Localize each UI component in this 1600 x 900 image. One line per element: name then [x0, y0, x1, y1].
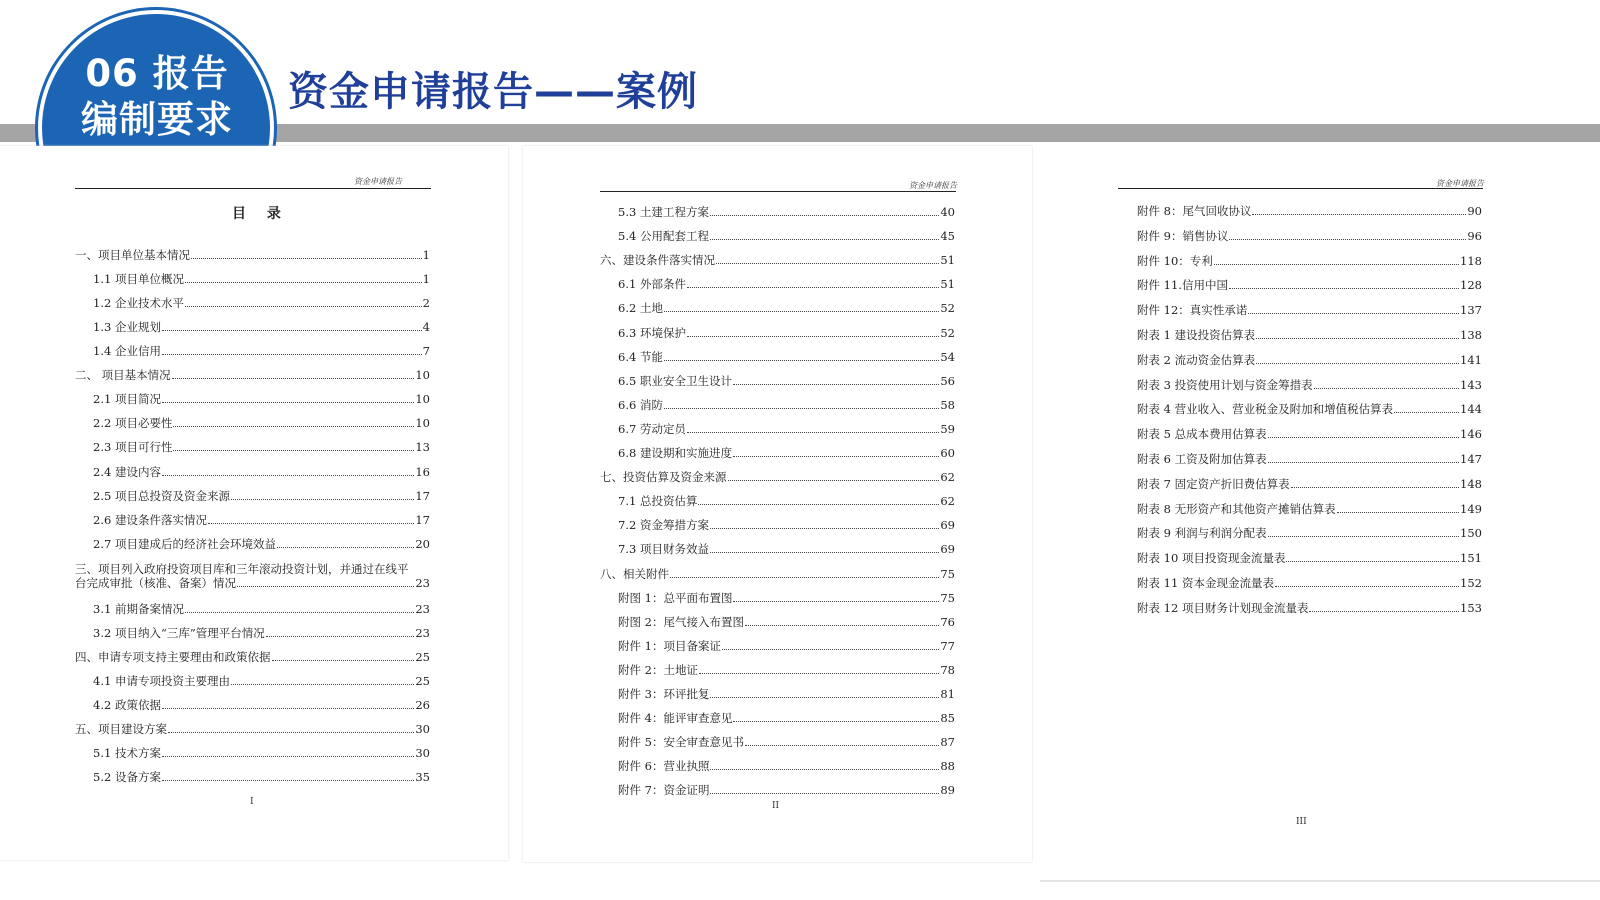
toc-entry[interactable] [93, 489, 430, 503]
toc-entry-label: 5.4 公用配套工程 [618, 229, 709, 244]
toc-entry-label: 七、投资估算及资金来源 [600, 470, 727, 485]
toc-entry-page: 75 [940, 566, 955, 581]
toc-entry-page: 85 [940, 711, 955, 726]
toc-entry[interactable] [600, 567, 955, 581]
leader-dots [687, 287, 939, 288]
toc-entry-label: 附件 4：能评审查意见 [618, 711, 733, 726]
toc-entry-label: 1.1 项目单位概况 [93, 272, 184, 286]
toc-entry-label: 附件 8：尾气回收协议 [1137, 204, 1252, 218]
toc-entry-label: 附件 5：安全审查意见书 [618, 735, 744, 750]
toc-entry-page: 23 [415, 602, 430, 616]
leader-dots [277, 547, 414, 548]
toc-title: 目 录 [232, 206, 289, 222]
toc-entry-label: 附表 4 营业收入、营业税金及附加和增值税估算表 [1137, 402, 1394, 417]
leader-dots [1268, 462, 1459, 463]
leader-dots [266, 636, 415, 637]
toc-entry[interactable] [1137, 378, 1482, 392]
toc-entry-page: 13 [415, 440, 430, 454]
toc-entry-page: 45 [940, 229, 955, 244]
toc-entry-label: 附件 6：营业执照 [618, 759, 710, 774]
toc-entry[interactable] [1137, 204, 1482, 218]
toc-entry-label: 7.3 项目财务效益 [618, 542, 709, 557]
toc-entry[interactable] [75, 722, 430, 736]
toc-entry[interactable] [93, 626, 430, 640]
leader-dots [710, 215, 939, 216]
toc-entry[interactable] [93, 770, 430, 784]
leader-dots [1268, 536, 1459, 537]
toc-entry-page: 76 [940, 614, 955, 629]
toc-entry-label: 2.6 建设条件落实情况 [93, 513, 207, 527]
toc-entry-page: 7 [422, 344, 430, 358]
toc-entry-page: 56 [940, 373, 955, 388]
toc-entry-label: 6.5 职业安全卫生设计 [618, 373, 732, 388]
leader-dots [1268, 437, 1459, 438]
page-header: 资金申请报告 [1436, 179, 1484, 188]
toc-entry-label: 附表 9 利润与利润分配表 [1137, 526, 1267, 541]
toc-entry-label: 附件 2：土地证 [618, 662, 698, 677]
leader-dots [168, 732, 414, 733]
leader-dots [1291, 487, 1459, 488]
toc-entry-page: 17 [415, 489, 430, 503]
toc-entry-label: 附表 10 项目投资现金流量表 [1137, 551, 1286, 566]
page-header: 资金申请报告 [909, 181, 957, 190]
leader-dots [1229, 239, 1466, 240]
toc-entry-page: 149 [1460, 501, 1482, 516]
toc-entry[interactable] [618, 229, 955, 243]
leader-dots [664, 311, 939, 312]
toc-entry-label: 6.7 劳动定员 [618, 421, 686, 436]
toc-entry-label: 6.4 节能 [618, 349, 663, 364]
toc-entry-label: 附表 8 无形资产和其他资产摊销估算表 [1137, 501, 1336, 516]
toc-entry-page: 1 [422, 248, 430, 262]
leader-dots [722, 649, 939, 650]
leader-dots [670, 577, 939, 578]
toc-entry[interactable] [93, 344, 430, 358]
toc-entry-page: 10 [415, 368, 430, 382]
toc-entry-page: 146 [1460, 427, 1482, 442]
leader-dots [710, 528, 939, 529]
toc-entry[interactable] [618, 735, 955, 749]
toc-entry-label: 6.8 建设期和实施进度 [618, 446, 732, 460]
toc-entry[interactable] [93, 602, 430, 616]
toc-entry-label-line2: 台完成审批（核准、备案）情况 [75, 576, 236, 590]
toc-entry-page: 10 [415, 416, 430, 430]
toc-entry-page: 141 [1460, 352, 1482, 367]
toc-entry[interactable] [93, 698, 430, 712]
toc-entry-page: 147 [1460, 452, 1482, 466]
toc-entry-multiline[interactable] [75, 562, 430, 590]
toc-entry-page: 52 [940, 325, 955, 340]
toc-page-3 [1040, 143, 1600, 880]
toc-entry[interactable] [93, 513, 430, 527]
toc-entry-page: 88 [940, 759, 955, 774]
toc-entry-label: 附件 7：资金证明 [618, 783, 710, 798]
toc-entry-page: 75 [940, 590, 955, 605]
toc-entry-page: 52 [940, 301, 955, 316]
leader-dots [185, 306, 422, 307]
toc-entry-label: 附表 6 工资及附加估算表 [1137, 452, 1267, 466]
toc-entry-page: 51 [940, 277, 955, 292]
toc-entry[interactable] [75, 368, 430, 382]
leader-dots [710, 769, 939, 770]
toc-entry-page: 153 [1460, 600, 1482, 615]
leader-dots [728, 480, 940, 481]
toc-entry-page: 62 [940, 494, 955, 509]
leader-dots [699, 673, 939, 674]
toc-entry[interactable] [75, 248, 430, 262]
toc-entry[interactable] [618, 494, 955, 508]
toc-entry-page: 25 [415, 674, 430, 688]
page-footer-number: III [1296, 817, 1307, 827]
toc-entry-label: 五、项目建设方案 [75, 722, 167, 736]
toc-entry[interactable] [1137, 402, 1482, 416]
toc-entry-label: 2.5 项目总投资及资金来源 [93, 489, 230, 503]
toc-entry-page: 150 [1460, 526, 1482, 541]
toc-entry-label: 附表 3 投资使用计划与资金筹措表 [1137, 377, 1313, 392]
toc-entry[interactable] [618, 350, 955, 364]
toc-entry[interactable] [618, 422, 955, 436]
toc-entry-page: 30 [415, 722, 430, 736]
leader-dots [1214, 264, 1459, 265]
toc-entry-label: 附表 12 项目财务计划现金流量表 [1137, 600, 1309, 615]
toc-entry[interactable] [1137, 303, 1482, 317]
toc-entry-label: 4.1 申请专项投资主要理由 [93, 674, 230, 688]
toc-entry-label: 5.3 土建工程方案 [618, 205, 709, 219]
toc-entry-label: 6.6 消防 [618, 397, 663, 412]
toc-entry-label: 3.1 前期备案情况 [93, 602, 184, 616]
toc-entry[interactable] [618, 205, 955, 219]
toc-entry[interactable] [618, 783, 955, 797]
toc-entry-page: 20 [415, 537, 430, 551]
leader-dots [1252, 214, 1466, 215]
toc-entry[interactable] [1137, 229, 1482, 243]
toc-entry-label: 附表 2 流动资金估算表 [1137, 352, 1256, 367]
leader-dots [162, 402, 414, 403]
leader-dots [710, 793, 939, 794]
header-rule [600, 191, 956, 192]
toc-entry-page: 17 [415, 513, 430, 527]
leader-dots [162, 780, 414, 781]
toc-entry[interactable] [618, 687, 955, 701]
leader-dots [710, 697, 939, 698]
toc-entry[interactable] [93, 416, 430, 430]
toc-entry-page: 2 [422, 296, 430, 310]
toc-entry-label: 附图 1：总平面布置图 [618, 590, 733, 605]
leader-dots [710, 552, 939, 553]
leader-dots [185, 612, 414, 613]
toc-entry-label: 附表 1 建设投资估算表 [1137, 328, 1256, 342]
toc-entry[interactable] [93, 296, 430, 310]
toc-entry-page: 58 [940, 397, 955, 412]
toc-entry-label: 6.1 外部条件 [618, 277, 686, 292]
toc-entry-page: 151 [1460, 551, 1482, 566]
leader-dots [162, 330, 422, 331]
leader-dots [172, 378, 415, 379]
toc-entry-page: 26 [415, 698, 430, 712]
leader-dots [733, 456, 939, 457]
toc-entry[interactable] [618, 301, 955, 315]
toc-entry[interactable] [1137, 477, 1482, 491]
toc-entry-label: 附件 3：环评批复 [618, 687, 710, 701]
leader-dots [185, 282, 422, 283]
toc-entry-page: 143 [1460, 377, 1482, 392]
leader-dots [698, 504, 939, 505]
leader-dots [237, 586, 414, 587]
leader-dots [162, 756, 414, 757]
toc-entry[interactable] [93, 272, 430, 286]
toc-entry-page: 69 [940, 518, 955, 533]
toc-entry-label: 附件 9：销售协议 [1137, 228, 1229, 243]
leader-dots [687, 336, 939, 337]
toc-entry-page: 78 [940, 662, 955, 677]
toc-entry[interactable] [618, 326, 955, 340]
toc-entry[interactable] [1137, 576, 1482, 590]
toc-entry[interactable] [1137, 551, 1482, 565]
toc-entry-page: 23 [415, 576, 430, 590]
toc-entry-label: 2.1 项目简况 [93, 392, 161, 406]
leader-dots [710, 239, 939, 240]
toc-entry-label: 3.2 项目纳入“三库”管理平台情况 [93, 626, 265, 640]
toc-entry-label: 六、建设条件落实情况 [600, 253, 715, 268]
toc-entry[interactable] [618, 663, 955, 677]
leader-dots [716, 263, 939, 264]
toc-entry-page: 1 [422, 272, 430, 286]
toc-entry[interactable] [93, 674, 430, 688]
toc-entry-label: 附件 11.信用中国 [1137, 278, 1228, 293]
toc-entry-label: 二、 项目基本情况 [75, 368, 171, 382]
leader-dots [745, 745, 939, 746]
page-header: 资金申请报告 [354, 177, 402, 186]
leader-dots [733, 721, 939, 722]
leader-dots [1337, 512, 1459, 513]
toc-entry[interactable] [618, 759, 955, 773]
toc-entry[interactable] [1137, 278, 1482, 292]
toc-entry-label: 八、相关附件 [600, 566, 669, 581]
toc-entry[interactable] [618, 711, 955, 725]
toc-entry[interactable] [93, 440, 430, 454]
header-rule [1118, 188, 1483, 189]
toc-entry-page: 35 [415, 770, 430, 784]
toc-entry-page: 77 [940, 638, 955, 653]
toc-entry-label-line1: 三、项目列入政府投资项目库和三年滚动投资计划，并通过在线平 [75, 562, 409, 576]
toc-entry-label: 附件 10：专利 [1137, 253, 1213, 268]
toc-entry-label: 1.2 企业技术水平 [93, 296, 184, 310]
toc-entry[interactable] [618, 542, 955, 556]
toc-entry-label: 7.2 资金筹措方案 [618, 518, 709, 533]
toc-entry-label: 附表 7 固定资产折旧费估算表 [1137, 476, 1290, 491]
toc-entry[interactable] [618, 518, 955, 532]
leader-dots [231, 499, 414, 500]
toc-entry-page: 51 [940, 253, 955, 268]
page-footer-number: II [772, 801, 780, 811]
toc-entry-label: 附表 11 资本金现金流量表 [1137, 576, 1274, 590]
leader-dots [1256, 338, 1459, 339]
toc-entry-label: 7.1 总投资估算 [618, 494, 698, 509]
leader-dots [162, 475, 414, 476]
leader-dots [173, 426, 414, 427]
toc-entry[interactable] [618, 277, 955, 291]
toc-entry[interactable] [618, 374, 955, 388]
toc-entry[interactable] [618, 639, 955, 653]
toc-entry-label: 5.2 设备方案 [93, 770, 161, 784]
toc-entry-page: 96 [1467, 228, 1482, 243]
header-rule [75, 188, 431, 189]
leader-dots [1286, 561, 1459, 562]
toc-entry-page: 148 [1460, 476, 1482, 491]
toc-entry[interactable] [1137, 427, 1482, 441]
leader-dots [664, 408, 939, 409]
toc-entry[interactable] [618, 446, 955, 460]
badge-line-2: 编制要求 [81, 98, 233, 141]
toc-entry[interactable] [93, 537, 430, 551]
toc-entry[interactable] [1137, 328, 1482, 342]
toc-entry-label: 附表 5 总成本费用估算表 [1137, 427, 1267, 442]
toc-entry[interactable] [1137, 452, 1482, 466]
toc-entry-label: 附件 12：真实性承诺 [1137, 303, 1248, 318]
toc-entry-label: 1.3 企业规划 [93, 320, 161, 334]
leader-dots [664, 360, 939, 361]
toc-entry-page: 23 [415, 626, 430, 640]
toc-entry[interactable] [600, 253, 955, 267]
leader-dots [272, 660, 415, 661]
leader-dots [1309, 611, 1459, 612]
toc-entry-label: 附图 2：尾气接入布置图 [618, 614, 744, 629]
leader-dots [687, 432, 939, 433]
toc-entry-label: 1.4 企业信用 [93, 344, 161, 358]
toc-entry[interactable] [75, 650, 430, 664]
toc-entry[interactable] [618, 398, 955, 412]
toc-entry[interactable] [93, 392, 430, 406]
toc-entry-label: 2.4 建设内容 [93, 465, 161, 479]
toc-entry-page: 138 [1460, 328, 1482, 342]
toc-entry[interactable] [93, 746, 430, 760]
leader-dots [1248, 313, 1459, 314]
toc-entry-label: 6.2 土地 [618, 301, 663, 316]
toc-entry-page: 137 [1460, 303, 1482, 318]
toc-entry-page: 25 [415, 650, 430, 664]
toc-entry[interactable] [618, 591, 955, 605]
toc-entry-page: 59 [940, 421, 955, 436]
toc-entry[interactable] [1137, 502, 1482, 516]
toc-page-2 [523, 146, 1032, 862]
toc-entry-page: 40 [940, 205, 955, 219]
toc-page-1 [0, 146, 508, 860]
toc-entry-label: 一、项目单位基本情况 [75, 248, 190, 262]
toc-entry-page: 89 [940, 783, 955, 798]
leader-dots [1314, 388, 1459, 389]
toc-entry-page: 128 [1460, 278, 1482, 293]
toc-entry-label: 2.3 项目可行性 [93, 440, 173, 454]
bottom-divider [1040, 880, 1600, 882]
leader-dots [191, 258, 422, 259]
leader-dots [1275, 586, 1459, 587]
toc-entry-label: 5.1 技术方案 [93, 746, 161, 760]
toc-entry[interactable] [1137, 526, 1482, 540]
toc-entry[interactable] [1137, 254, 1482, 268]
toc-entry[interactable] [618, 615, 955, 629]
leader-dots [1256, 363, 1459, 364]
toc-entry-page: 87 [940, 735, 955, 750]
toc-entry-page: 62 [940, 470, 955, 485]
toc-entry-page: 81 [940, 687, 955, 701]
toc-entry-page: 10 [415, 392, 430, 406]
toc-entry-page: 69 [940, 542, 955, 557]
toc-entry-label: 2.7 项目建成后的经济社会环境效益 [93, 537, 276, 551]
leader-dots [162, 354, 422, 355]
leader-dots [1394, 412, 1459, 413]
toc-entry-page: 144 [1460, 402, 1482, 417]
leader-dots [231, 684, 414, 685]
toc-entry[interactable] [93, 465, 430, 479]
toc-entry-page: 90 [1467, 204, 1482, 218]
toc-entry[interactable] [1137, 353, 1482, 367]
toc-entry-label: 四、申请专项支持主要理由和政策依据 [75, 650, 271, 664]
toc-entry-label: 2.2 项目必要性 [93, 416, 173, 430]
toc-entry-page: 60 [940, 446, 955, 460]
leader-dots [208, 523, 414, 524]
toc-entry[interactable] [1137, 601, 1482, 615]
leader-dots [733, 601, 939, 602]
toc-entry[interactable] [600, 470, 955, 484]
page-footer-number: I [250, 797, 254, 807]
leader-dots [1229, 288, 1459, 289]
toc-entry-label: 6.3 环境保护 [618, 325, 686, 340]
leader-dots [173, 450, 414, 451]
section-badge-container [0, 0, 320, 146]
leader-dots [162, 708, 414, 709]
toc-entry-page: 118 [1460, 253, 1482, 268]
toc-entry-label: 附件 1：项目备案证 [618, 638, 721, 653]
leader-dots [733, 384, 939, 385]
slide-title: 资金申请报告——案例 [288, 69, 698, 115]
toc-entry-page: 16 [415, 465, 430, 479]
toc-entry-page: 152 [1460, 576, 1482, 590]
toc-entry-page: 4 [422, 320, 430, 334]
toc-entry[interactable] [93, 320, 430, 334]
leader-dots [745, 625, 939, 626]
toc-entry-label: 4.2 政策依据 [93, 698, 161, 712]
toc-entry-page: 30 [415, 746, 430, 760]
toc-entry-page: 54 [940, 349, 955, 364]
badge-line-1: 06 报告 [85, 52, 229, 95]
